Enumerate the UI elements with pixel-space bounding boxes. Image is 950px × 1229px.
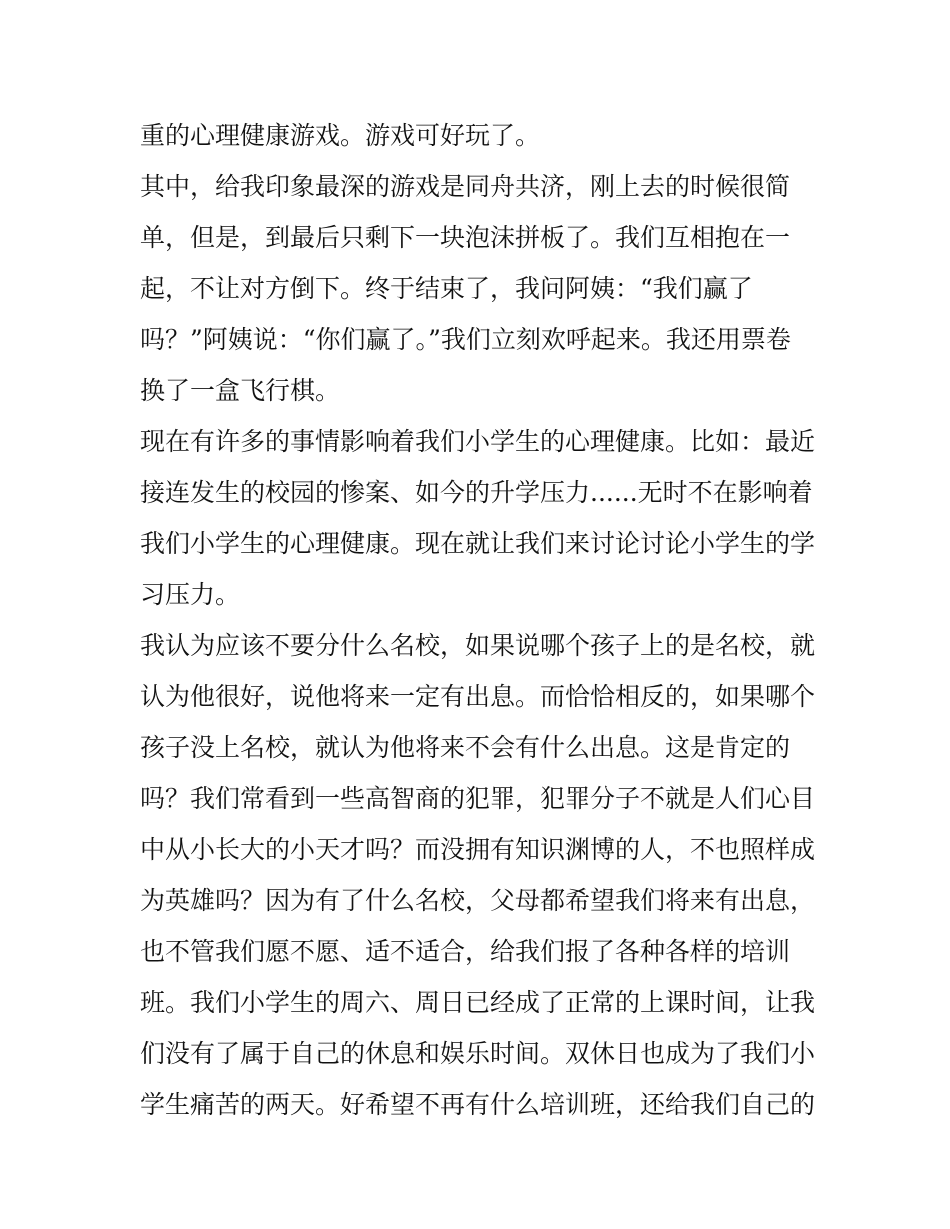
text-line: 我们小学生的心理健康。现在就让我们来讨论讨论小学生的学 [140, 529, 815, 558]
text-line: 学生痛苦的两天。好希望不再有什么培训班，还给我们自己的 [140, 1090, 815, 1119]
text-line: 单，但是，到最后只剩下一块泡沫拼板了。我们互相抱在一 [140, 223, 791, 252]
text-line: 班。我们小学生的周六、周日已经成了正常的上课时间，让我 [140, 988, 815, 1017]
text-line: 换了一盒飞行棋。 [140, 376, 341, 405]
text-line: 现在有许多的事情影响着我们小学生的心理健康。比如：最近 [140, 427, 815, 456]
text-line: 们没有了属于自己的休息和娱乐时间。双休日也成为了我们小 [140, 1039, 815, 1068]
text-line: 习压力。 [140, 580, 241, 609]
text-line: 认为他很好，说他将来一定有出息。而恰恰相反的，如果哪个 [140, 682, 815, 711]
text-line: 其中，给我印象最深的游戏是同舟共济，刚上去的时候很简 [140, 172, 791, 201]
text-line: 吗？”阿姨说：“你们赢了。”我们立刻欢呼起来。我还用票卷 [140, 325, 791, 354]
text-line: 也不管我们愿不愿、适不适合，给我们报了各种各样的培训 [140, 937, 791, 966]
text-line: 我认为应该不要分什么名校，如果说哪个孩子上的是名校，就 [140, 631, 815, 660]
text-line: 重的心理健康游戏。游戏可好玩了。 [140, 121, 541, 150]
text-line: 为英雄吗？因为有了什么名校，父母都希望我们将来有出息， [140, 886, 815, 915]
text-line: 孩子没上名校，就认为他将来不会有什么出息。这是肯定的 [140, 733, 791, 762]
document-body [140, 110, 815, 1130]
text-line: 吗？我们常看到一些高智商的犯罪，犯罪分子不就是人们心目 [140, 784, 815, 813]
text-line: 接连发生的校园的惨案、如今的升学压力......无时不在影响着 [140, 478, 813, 507]
text-line: 中从小长大的小天才吗？而没拥有知识渊博的人，不也照样成 [140, 835, 815, 864]
text-line: 起，不让对方倒下。终于结束了，我问阿姨：“我们赢了 [140, 274, 753, 303]
